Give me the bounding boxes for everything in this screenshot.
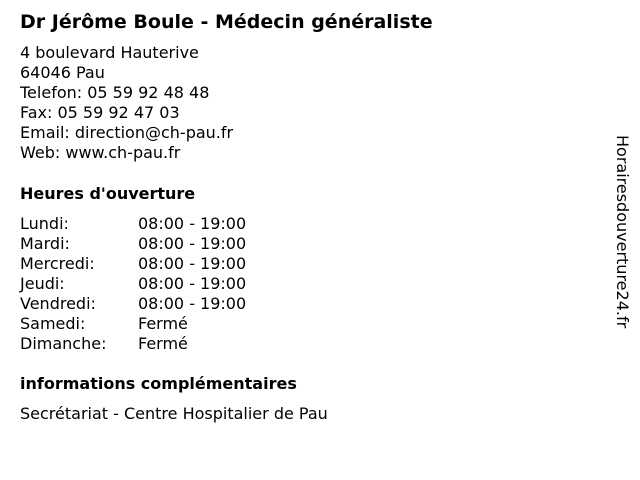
hours-row-friday	[20, 294, 320, 314]
day-label: Samedi:	[20, 314, 86, 333]
hours-row-saturday	[20, 314, 320, 334]
day-label: Lundi:	[20, 214, 69, 233]
additional-info-text: Secrétariat - Centre Hospitalier de Pau	[20, 404, 328, 423]
day-hours: 08:00 - 19:00	[138, 214, 247, 233]
site-watermark: Horairesdouverture24.fr	[613, 135, 632, 329]
hours-row-monday	[20, 214, 320, 234]
day-label: Mardi:	[20, 234, 70, 253]
email-address: Email: direction@ch-pau.fr	[20, 123, 234, 142]
hours-row-wednesday	[20, 254, 320, 274]
hours-row-tuesday	[20, 234, 320, 254]
day-label: Jeudi:	[20, 274, 65, 293]
day-hours: 08:00 - 19:00	[138, 274, 247, 293]
website: Web: www.ch-pau.fr	[20, 143, 181, 162]
day-hours: 08:00 - 19:00	[138, 294, 247, 313]
day-label: Vendredi:	[20, 294, 96, 313]
day-hours: Fermé	[138, 334, 188, 353]
page-title: Dr Jérôme Boule - Médecin généraliste	[20, 11, 433, 33]
additional-info-heading: informations complémentaires	[20, 374, 297, 393]
contact-block	[20, 43, 233, 163]
hours-row-thursday	[20, 274, 320, 294]
phone-number: Telefon: 05 59 92 48 48	[20, 83, 210, 102]
fax-number: Fax: 05 59 92 47 03	[20, 103, 180, 122]
opening-hours-heading: Heures d'ouverture	[20, 184, 196, 203]
day-hours: Fermé	[138, 314, 188, 333]
day-hours: 08:00 - 19:00	[138, 234, 247, 253]
hours-row-sunday	[20, 334, 320, 354]
address-city: 64046 Pau	[20, 63, 105, 82]
day-label: Dimanche:	[20, 334, 107, 353]
day-label: Mercredi:	[20, 254, 95, 273]
opening-hours-table	[20, 214, 320, 354]
address-street: 4 boulevard Hauterive	[20, 43, 199, 62]
day-hours: 08:00 - 19:00	[138, 254, 247, 273]
